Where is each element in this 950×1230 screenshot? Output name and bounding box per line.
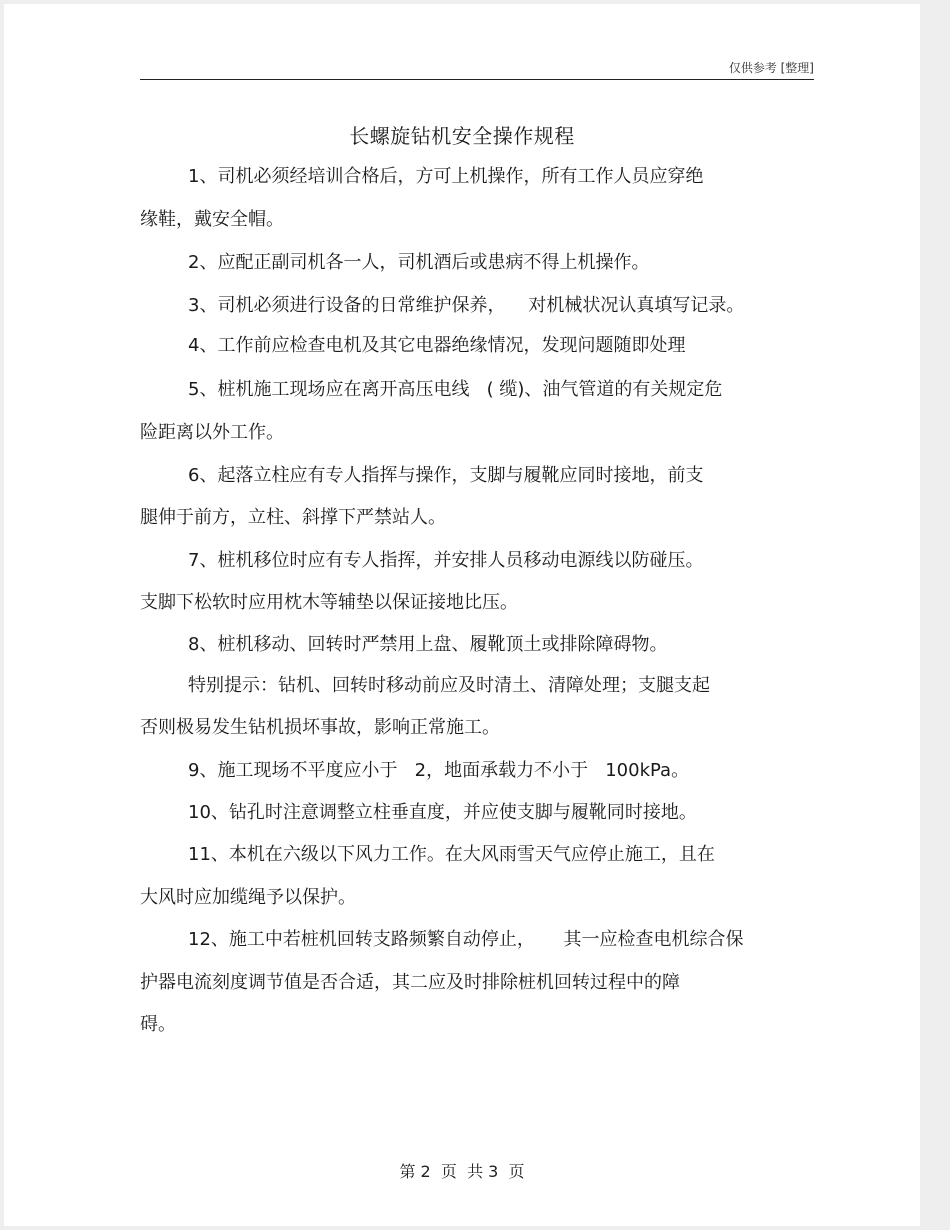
paragraph-line: 特别提示：钻机、回转时移动前应及时清土、清障处理；支腿支起 (188, 675, 710, 696)
paragraph-line: 6、起落立柱应有专人指挥与操作，支脚与履靴应同时接地，前支 (188, 465, 704, 486)
paragraph-line: 2、应配正副司机各一人，司机酒后或患病不得上机操作。 (188, 252, 650, 273)
paragraph-line: 否则极易发生钻机损坏事故，影响正常施工。 (140, 717, 500, 738)
paragraph-line: 9、施工现场不平度应小于 2，地面承载力不小于 100kPa。 (188, 760, 690, 781)
paragraph-line: 12、施工中若桩机回转支路频繁自动停止， 其一应检查电机综合保 (188, 929, 744, 950)
paragraph-line: 4、工作前应检查电机及其它电器绝缘情况，发现问题随即处理 (188, 335, 686, 356)
paragraph-line: 1、司机必须经培训合格后，方可上机操作，所有工作人员应穿绝 (188, 166, 704, 187)
paragraph-line: 缘鞋，戴安全帽。 (140, 209, 284, 230)
paragraph-line: 3、司机必须进行设备的日常维护保养， 对机械状况认真填写记录。 (188, 295, 745, 316)
paragraph-line: 11、本机在六级以下风力工作。在大风雨雪天气应停止施工，且在 (188, 844, 715, 865)
paragraph-line: 护器电流刻度调节值是否合适，其二应及时排除桩机回转过程中的障 (140, 972, 680, 993)
paragraph-line: 5、桩机施工现场应在离开高压电线 ( 缆)、油气管道的有关规定危 (188, 379, 723, 400)
document-page (4, 4, 920, 1226)
document-title: 长螺旋钻机安全操作规程 (349, 124, 575, 148)
paragraph-line: 7、桩机移位时应有专人指挥，并安排人员移动电源线以防碰压。 (188, 550, 704, 571)
paragraph-line: 险距离以外工作。 (140, 422, 284, 443)
paragraph-line: 10、钻孔时注意调整立柱垂直度，并应使支脚与履靴同时接地。 (188, 802, 697, 823)
page-header: 仅供参考 [整理] (140, 59, 814, 80)
page-number: 第 2 页 共 3 页 (399, 1162, 525, 1181)
paragraph-line: 大风时应加缆绳予以保护。 (140, 887, 356, 908)
paragraph-line: 8、桩机移动、回转时严禁用上盘、履靴顶土或排除障碍物。 (188, 634, 668, 655)
paragraph-line: 腿伸于前方，立柱、斜撑下严禁站人。 (140, 507, 446, 528)
paragraph-line: 支脚下松软时应用枕木等辅垫以保证接地比压。 (140, 592, 518, 613)
paragraph-line: 碍。 (140, 1014, 176, 1035)
